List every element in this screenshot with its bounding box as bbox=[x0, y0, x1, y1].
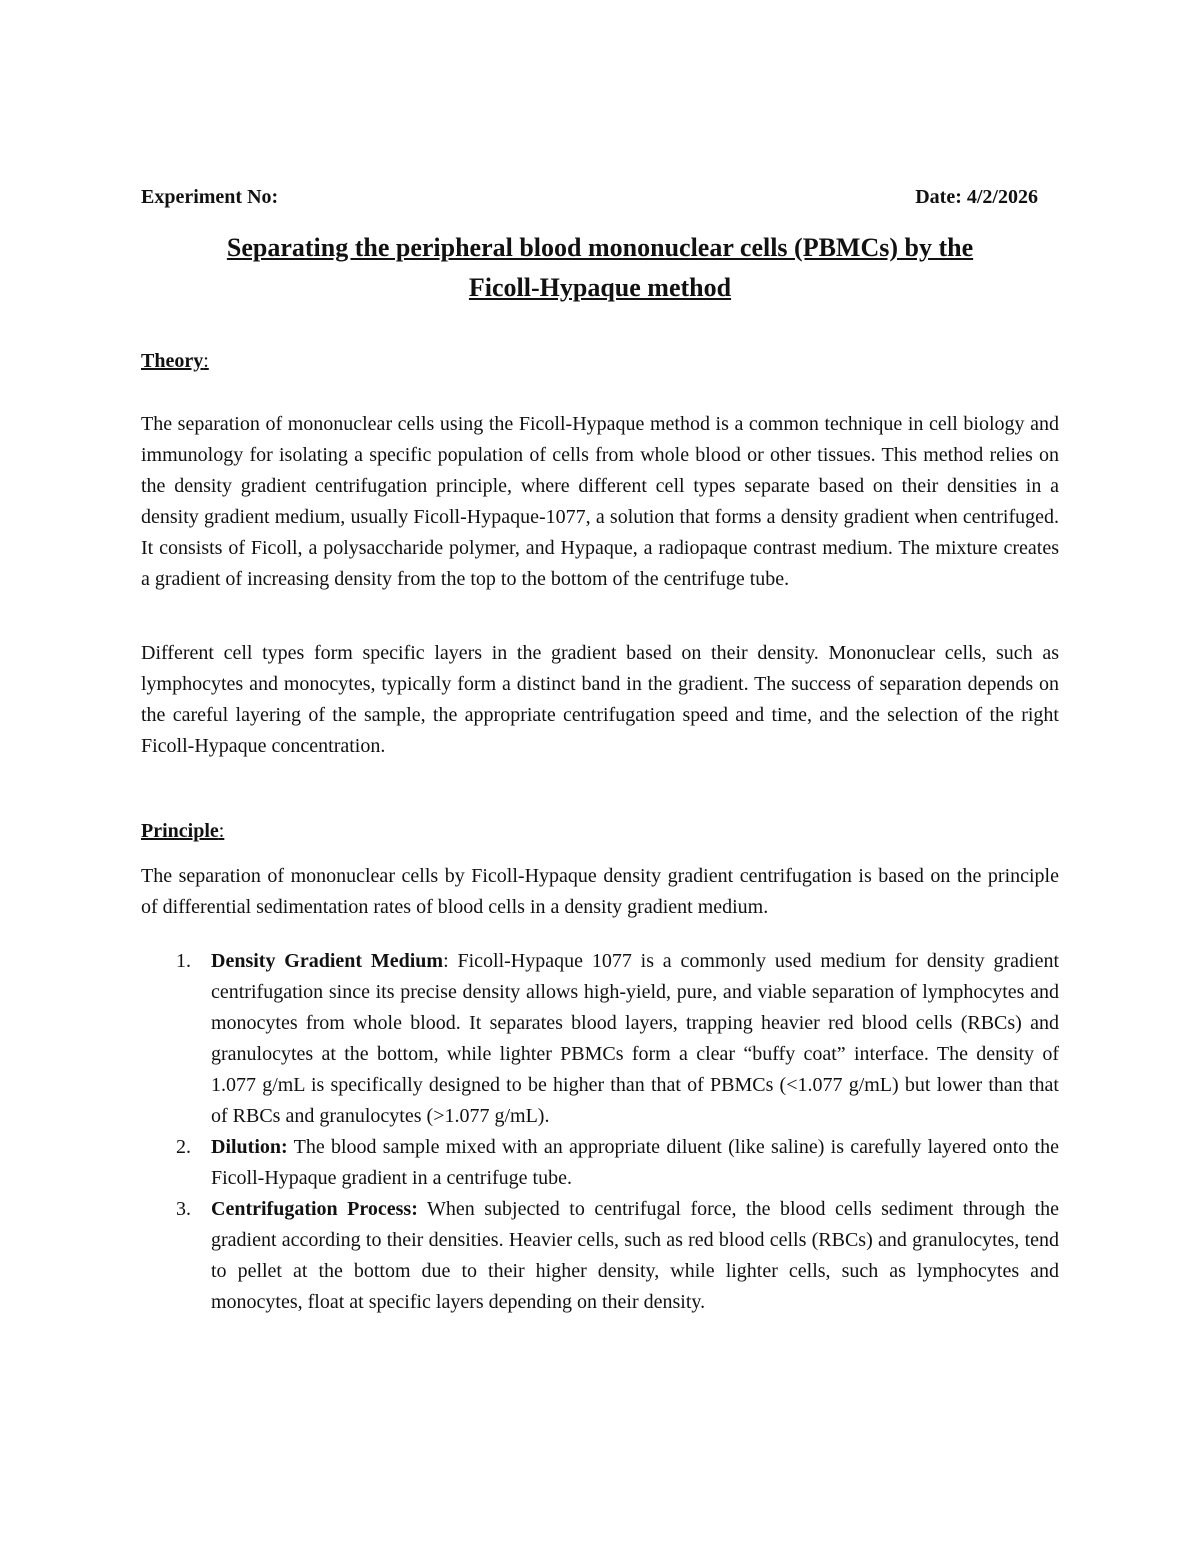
principle-heading-text: Principle bbox=[141, 820, 219, 842]
list-item-term: Density Gradient Medium bbox=[211, 950, 444, 972]
principle-paragraph: The separation of mononuclear cells by Ficoll-Hypaque density gradient centrifugation is based on the principle of differential sedimentation rates of blood cells in a density gradient medium. bbox=[141, 865, 1059, 918]
principle-heading bbox=[141, 820, 224, 843]
list-item-number: 3. bbox=[176, 1198, 191, 1220]
theory-heading bbox=[141, 350, 209, 373]
title-line-2: Ficoll-Hypaque method bbox=[468, 273, 732, 302]
date-label: Date: 4/2/2026 bbox=[915, 186, 1038, 208]
principle-heading-colon: : bbox=[218, 820, 225, 842]
principle-list bbox=[141, 946, 1059, 1318]
list-item-number: 1. bbox=[176, 950, 191, 972]
theory-paragraph-1: The separation of mononuclear cells using the Ficoll-Hypaque method is a common technique in cell biology and immunology for isolating a specific population of cells from whole blood or other tissues. This method relies on the density gradient centrifugation principle, where different cell types separate based on their densities in a density gradient medium, usually Ficoll-Hypaque-1077, a solution that forms a density gradient when centrifuged. It consists of Ficoll, a polysaccharide polymer, and Hypaque, a radiopaque contrast medium. The mixture creates a gradient of increasing density from the top to the bottom of the centrifuge tube. bbox=[141, 413, 1059, 590]
list-item-term: Dilution: bbox=[211, 1136, 288, 1158]
list-item bbox=[141, 1194, 1059, 1318]
theory-heading-colon: : bbox=[203, 350, 209, 372]
list-item-term: Centrifugation Process: bbox=[211, 1198, 418, 1220]
experiment-number-label: Experiment No: bbox=[141, 186, 279, 208]
title-line-1: Separating the peripheral blood mononuclear cells (PBMCs) by the bbox=[226, 233, 974, 262]
list-item bbox=[141, 1132, 1059, 1194]
list-item-text: When subjected to centrifugal force, the blood cells sediment through the gradient according to their densities. Heavier cells, such as red blood cells (RBCs) and granulocytes, tend to pellet at the bottom due to their higher density, while lighter cells, such as lymphocytes and monocytes, float at specific layers depending on their density. bbox=[211, 1198, 1060, 1313]
theory-heading-text: Theory bbox=[141, 350, 204, 372]
list-item bbox=[141, 946, 1059, 1132]
list-item-text: The blood sample mixed with an appropriate diluent (like saline) is carefully layered onto the Ficoll-Hypaque gradient in a centrifuge tube. bbox=[211, 1136, 1059, 1189]
list-item-number: 2. bbox=[176, 1136, 191, 1158]
list-item-text: : Ficoll-Hypaque 1077 is a commonly used medium for density gradient centrifugation since its precise density allows high-yield, pure, and viable separation of lymphocytes and monocytes from whole blood. It separates blood layers, trapping heavier red blood cells (RBCs) and granulocytes at the bottom, while lighter PBMCs form a clear “buffy coat” interface. The density of 1.077 g/mL is specifically designed to be higher than that of PBMCs (<1.077 g/mL) but lower than that of RBCs and granulocytes (>1.077 g/mL). bbox=[211, 950, 1059, 1127]
theory-paragraph-2: Different cell types form specific layers in the gradient based on their density. Mononuclear cells, such as lymphocytes and monocytes, typically form a distinct band in the gradient. The success of separation depends on the careful layering of the sample, the appropriate centrifugation speed and time, and the selection of the right Ficoll-Hypaque concentration. bbox=[141, 642, 1059, 757]
document-title bbox=[141, 228, 1059, 308]
header-row bbox=[141, 186, 1059, 212]
